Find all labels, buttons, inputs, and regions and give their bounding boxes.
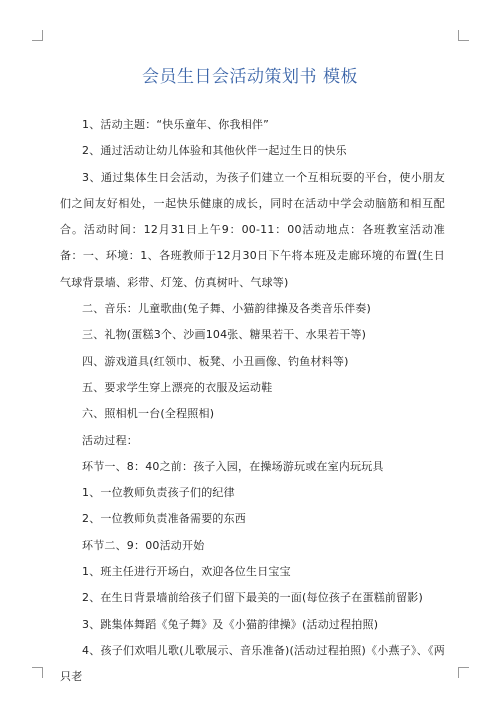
paragraph-clothing: 五、要求学生穿上漂亮的衣服及运动鞋 xyxy=(82,380,273,394)
paragraph-stage-two-item-4: 4、孩子们欢唱儿歌(儿歌展示、音乐准备)(活动过程拍照)《小燕子》、《两只老 xyxy=(60,643,445,684)
document-body xyxy=(60,112,445,691)
document-title: 会员生日会活动策划书 模板 xyxy=(142,67,358,87)
paragraph-game-props: 四、游戏道具(红领巾、板凳、小丑画像、钓鱼材料等) xyxy=(82,354,349,368)
corner-mark-top-left xyxy=(32,30,43,41)
paragraph-stage-one-item-2: 2、一位教师负责准备需要的东西 xyxy=(82,512,246,526)
paragraph-stage-two-item-2: 2、在生日背景墙前给孩子们留下最美的一面(每位孩子在蛋糕前留影) xyxy=(82,591,423,605)
paragraph-stage-two: 环节二、9：00活动开始 xyxy=(82,538,205,552)
paragraph-stage-two-item-3: 3、跳集体舞蹈《兔子舞》及《小猫韵律操》(活动过程拍照) xyxy=(82,617,379,631)
paragraph-gifts: 三、礼物(蛋糕3个、沙画104张、糖果若干、水果若干等) xyxy=(82,328,367,342)
paragraph-theme: 1、活动主题：“快乐童年、你我相伴” xyxy=(82,118,269,131)
paragraph-stage-one: 环节一、8：40之前：孩子入园，在操场游玩或在室内玩玩具 xyxy=(82,459,384,473)
paragraph-stage-two-item-1: 1、班主任进行开场白，欢迎各位生日宝宝 xyxy=(82,565,291,579)
corner-mark-bottom-left xyxy=(32,667,43,678)
paragraph-camera: 六、照相机一台(全程照相) xyxy=(82,407,215,421)
corner-mark-top-right xyxy=(458,30,469,41)
paragraph-goal: 2、通过活动让幼儿体验和其他伙伴一起过生日的快乐 xyxy=(82,144,347,158)
paragraph-purpose-time-place: 3、通过集体生日会活动，为孩子们建立一个互相玩耍的平台，使小朋友们之间友好相处，一起快乐健康的成长，同时在活动中学会动脑筋和相互配合。活动时间：12月31日上午9：00-11：00活动地点：各班教室活动准备：一、环境：1、各班教师于12月30日下午将本班及走廊环境的布置(生日气球背景墙、彩带、灯笼、仿真树叶、气球等) xyxy=(60,170,445,289)
corner-mark-bottom-right xyxy=(458,667,469,678)
paragraph-process-heading: 活动过程： xyxy=(82,433,138,447)
paragraph-stage-one-item-1: 1、一位教师负责孩子们的纪律 xyxy=(82,486,235,500)
paragraph-music: 二、音乐：儿童歌曲(兔子舞、小猫韵律操及各类音乐伴奏) xyxy=(82,302,371,316)
